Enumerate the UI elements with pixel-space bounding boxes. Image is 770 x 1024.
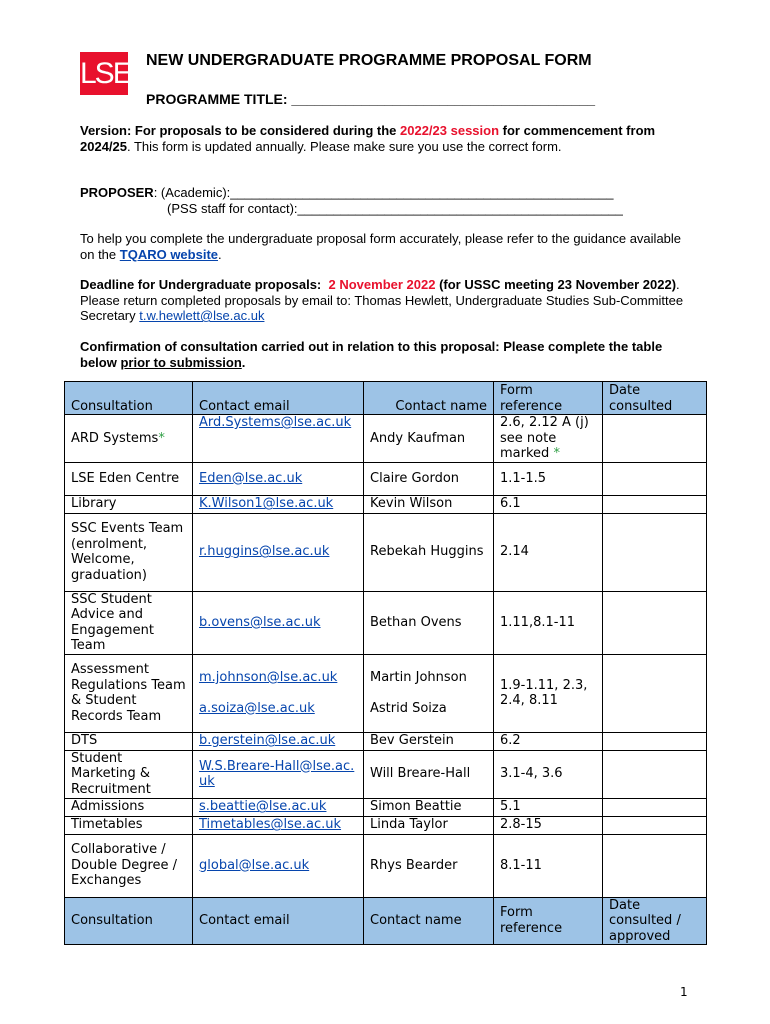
cell-name: Simon Beattie	[364, 798, 494, 816]
cell-name: Claire Gordon	[364, 462, 494, 495]
version-label: Version:	[80, 123, 132, 138]
table-footer-row	[65, 897, 707, 945]
cell-date[interactable]	[603, 816, 707, 834]
deadline-date: 2 November 2022	[328, 277, 436, 292]
proposer-paragraph	[80, 185, 696, 216]
deadline-meeting: (for USSC meeting 23 November 2022)	[435, 277, 677, 292]
table-row	[65, 654, 707, 732]
cell-ref: 2.6, 2.12 A (j) see note marked *	[494, 415, 603, 463]
table-header-row	[65, 382, 707, 415]
programme-title-field: PROGRAMME TITLE: _______________________________________	[146, 91, 596, 107]
cell-ref: 8.1-11	[494, 834, 603, 897]
footer-form-reference: Form reference	[494, 897, 603, 945]
email-link[interactable]: b.gerstein@lse.ac.uk	[199, 733, 336, 749]
contact-name-1: Martin Johnson	[370, 670, 467, 685]
header-consultation: Consultation	[65, 382, 193, 415]
confirmation-paragraph	[80, 339, 696, 370]
cell-name: Linda Taylor	[364, 816, 494, 834]
deadline-label: Deadline for Undergraduate proposals:	[80, 277, 322, 292]
email-link[interactable]: a.soiza@lse.ac.uk	[199, 700, 315, 716]
footer-date-consulted: Date consulted / approved	[603, 897, 707, 945]
cell-email	[193, 834, 364, 897]
cell-email	[193, 513, 364, 591]
cell-date[interactable]	[603, 415, 707, 463]
proposer-academic: : (Academic):_____________________________________________________	[153, 185, 614, 200]
guidance-end: .	[218, 246, 222, 262]
cell-name: Will Breare-Hall	[364, 750, 494, 798]
cell-consultation: ARD Systems*	[65, 415, 193, 463]
table-row	[65, 591, 707, 654]
cell-consultation: SSC Events Team (enrolment, Welcome, graduation)	[65, 513, 193, 591]
guidance-paragraph	[80, 231, 696, 262]
table-row	[65, 798, 707, 816]
table-row	[65, 495, 707, 513]
deadline-paragraph	[80, 277, 696, 324]
cell-name: Bethan Ovens	[364, 591, 494, 654]
email-link[interactable]: global@lse.ac.uk	[199, 857, 310, 873]
cell-email	[193, 816, 364, 834]
table-row	[65, 834, 707, 897]
cell-name: Andy Kaufman	[364, 415, 494, 463]
lse-logo: LSE	[80, 52, 128, 95]
cell-date[interactable]	[603, 513, 707, 591]
cell-date[interactable]	[603, 495, 707, 513]
footer-contact-email: Contact email	[193, 897, 364, 945]
secretary-email-link[interactable]: t.w.hewlett@lse.ac.uk	[139, 308, 265, 323]
cell-date[interactable]	[603, 798, 707, 816]
footer-consultation: Consultation	[65, 897, 193, 945]
cell-name: Kevin Wilson	[364, 495, 494, 513]
cell-ref: 1.1-1.5	[494, 462, 603, 495]
table-row	[65, 750, 707, 798]
cell-ref: 6.1	[494, 495, 603, 513]
form-title: NEW UNDERGRADUATE PROGRAMME PROPOSAL FORM	[146, 52, 592, 69]
cell-ref: 5.1	[494, 798, 603, 816]
cell-date[interactable]	[603, 732, 707, 750]
guidance-text: To help you complete the undergraduate proposal form accurately, please refer to the guidance available on the	[80, 231, 682, 262]
tqaro-website-link[interactable]: TQARO website	[119, 246, 219, 262]
cell-ref: 2.8-15	[494, 816, 603, 834]
cell-consultation: Admissions	[65, 798, 193, 816]
cell-email	[193, 732, 364, 750]
cell-ref: 1.9-1.11, 2.3, 2.4, 8.11	[494, 654, 603, 732]
cell-ref: 6.2	[494, 732, 603, 750]
cell-email	[193, 415, 364, 463]
cell-email	[193, 462, 364, 495]
cell-email	[193, 495, 364, 513]
table-row	[65, 513, 707, 591]
version-paragraph	[80, 123, 696, 154]
email-link[interactable]: Eden@lse.ac.uk	[199, 470, 303, 486]
cell-email	[193, 798, 364, 816]
cell-consultation: Timetables	[65, 816, 193, 834]
consultation-table	[64, 381, 707, 945]
table-row	[65, 462, 707, 495]
cell-consultation: Student Marketing & Recruitment	[65, 750, 193, 798]
table-row	[65, 415, 707, 463]
confirmation-text: Confirmation of consultation carried out in relation to this proposal: Please complete the table below	[80, 339, 663, 370]
cell-name: Rebekah Huggins	[364, 513, 494, 591]
cell-consultation: LSE Eden Centre	[65, 462, 193, 495]
cell-consultation: Collaborative / Double Degree / Exchanges	[65, 834, 193, 897]
footer-contact-name: Contact name	[364, 897, 494, 945]
cell-name	[364, 654, 494, 732]
cell-consultation: Library	[65, 495, 193, 513]
version-session: 2022/23 session	[400, 123, 500, 138]
confirmation-end: .	[241, 354, 246, 370]
email-link[interactable]: Timetables@lse.ac.uk	[199, 817, 342, 833]
email-link[interactable]: b.ovens@lse.ac.uk	[199, 614, 321, 630]
email-link[interactable]: m.johnson@lse.ac.uk	[199, 670, 338, 685]
email-link[interactable]: K.Wilson1@lse.ac.uk	[199, 496, 334, 512]
cell-consultation: SSC Student Advice and Engagement Team	[65, 591, 193, 654]
email-link[interactable]: r.huggins@lse.ac.uk	[199, 544, 330, 560]
cell-email	[193, 591, 364, 654]
cell-ref: 2.14	[494, 513, 603, 591]
proposer-label: PROPOSER	[80, 185, 154, 200]
table-row	[65, 816, 707, 834]
header-form-reference: Form reference	[494, 382, 603, 415]
cell-ref: 3.1-4, 3.6	[494, 750, 603, 798]
cell-email	[193, 750, 364, 798]
page-number: 1	[680, 985, 688, 999]
header-contact-name: Contact name	[364, 382, 494, 415]
version-text-3: . This form is updated annually. Please make sure you use the correct form.	[127, 138, 562, 154]
cell-email	[193, 654, 364, 732]
cell-date[interactable]	[603, 462, 707, 495]
email-link[interactable]: Ard.Systems@lse.ac.uk	[199, 415, 352, 430]
email-link[interactable]: s.beattie@lse.ac.uk	[199, 799, 327, 815]
note-marker: *	[553, 446, 560, 461]
cell-date[interactable]	[603, 834, 707, 897]
cell-consultation: DTS	[65, 732, 193, 750]
cell-date[interactable]	[603, 750, 707, 798]
table-row	[65, 732, 707, 750]
deadline-text: . Please return completed proposals by email to: Thomas Hewlett, Undergraduate Studies Sub-Committee Secretary	[80, 277, 684, 323]
header-contact-email: Contact email	[193, 382, 364, 415]
cell-name: Rhys Bearder	[364, 834, 494, 897]
cell-date[interactable]	[603, 654, 707, 732]
cell-consultation: Assessment Regulations Team & Student Records Team	[65, 654, 193, 732]
cell-ref: 1.11,8.1-11	[494, 591, 603, 654]
version-text-2: for commencement from 2024/25	[80, 123, 656, 154]
confirmation-underlined: prior to submission	[120, 354, 242, 370]
cell-date[interactable]	[603, 591, 707, 654]
contact-name-2: Astrid Soiza	[370, 700, 447, 716]
cell-name: Bev Gerstein	[364, 732, 494, 750]
email-link[interactable]: W.S.Breare-Hall@lse.ac.uk	[199, 758, 355, 789]
proposer-pss: (PSS staff for contact):_____________________________________________	[167, 200, 623, 216]
asterisk-marker: *	[158, 430, 165, 446]
header-date-consulted: Date consulted	[603, 382, 707, 415]
version-text-1: For proposals to be considered during the	[131, 123, 400, 138]
